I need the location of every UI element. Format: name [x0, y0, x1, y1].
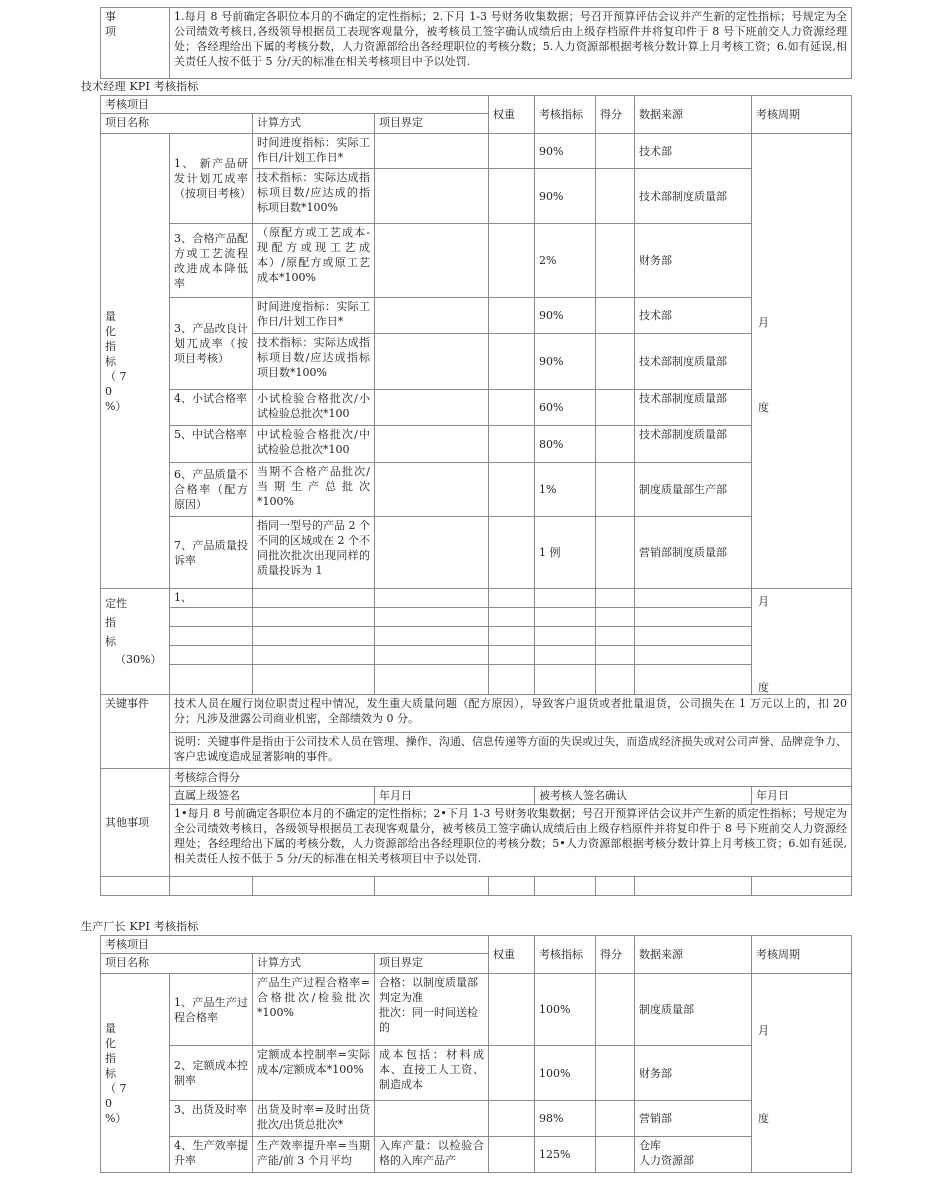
- period-degree: 度: [758, 681, 769, 694]
- qual-source: [635, 589, 752, 608]
- kpi-target: 98%: [535, 1101, 596, 1137]
- kpi-scope: [375, 298, 489, 334]
- period-degree: 度: [758, 401, 769, 414]
- header-source: 数据来源: [635, 936, 752, 974]
- header-source: 数据来源: [635, 96, 752, 134]
- kpi-method: 技术指标：实际达成指标项目数/应达成指标项目数*100%: [253, 334, 375, 390]
- qual-label-cell: [101, 589, 170, 695]
- period-degree: 度: [758, 1112, 769, 1125]
- qual-label: 定性 指 标: [105, 597, 127, 648]
- kpi-target: 1%: [535, 463, 596, 517]
- kpi-target: 100%: [535, 974, 596, 1046]
- kpi-target: 125%: [535, 1137, 596, 1173]
- kpi-name: 1、产品生产过程合格率: [170, 974, 253, 1046]
- kpi-weight: [489, 134, 535, 169]
- plant-kpi-caption: 生产厂长 KPI 考核指标: [81, 920, 199, 933]
- kpi-score: [596, 463, 635, 517]
- qual-score: [596, 589, 635, 608]
- kpi-name: 1、 新产品研发计划兀成率（按项目考核）: [170, 134, 253, 224]
- kpi-weight: [489, 169, 535, 224]
- header-score: 得分: [596, 936, 635, 974]
- kpi-method: 时间进度指标：实际工作日/计划工作日*: [253, 134, 375, 169]
- kpi-score: [596, 298, 635, 334]
- top-notes-text: 1.每月 8 号前确定各职位本月的不确定的定性指标；2.下月 1-3 号财务收集数据；号召开预算评估会议并产生新的定性指标；号规定为全公司绩效考核日,各级领导根据员工表现客观量分，被考核员工签字确认成绩后由上级存档原件并将复印件于 8 号下班前交人力资源经理处；各经理给出下属的考核分数，人力资源部给出各经理职位的考核分数；5.人力资源部根据考核分数计算上月考核工资；6.如有延误,相关责任人按不低于 5 分/天的标准在相关考核项目中予以处罚.: [170, 8, 852, 79]
- kpi-weight: [489, 426, 535, 463]
- kpi-weight: [489, 334, 535, 390]
- kpi-method: 当期不合格产品批次/当期生产总批次*100%: [253, 463, 375, 517]
- kpi-method: 指同一型号的产品 2 个不同的区域或在 2 个不同批次批次出现同样的质量投诉为 1: [253, 517, 375, 589]
- kpi-source: 技术部制度质量部: [635, 426, 752, 463]
- employee-sign-date: 年月日: [752, 787, 852, 805]
- kpi-scope: [375, 517, 489, 589]
- kpi-weight: [489, 463, 535, 517]
- kpi-name: 3、合格产品配方或工艺流程改进成本降低率: [170, 224, 253, 298]
- kpi-method: （原配方或工艺成本-现配方或现工艺成本）/原配方或原工艺成本*100%: [253, 224, 375, 298]
- kpi-method: 技术指标：实际达成指标项目数/应达成的指标项目数*100%: [253, 169, 375, 224]
- kpi-score: [596, 974, 635, 1046]
- header-scope: 项目界定: [375, 954, 489, 974]
- period-cell: [752, 974, 852, 1173]
- kpi-name: 4、小试合格率: [170, 390, 253, 426]
- kpi-source: 制度质量部: [635, 974, 752, 1046]
- superior-sign-date: 年月日: [375, 787, 535, 805]
- header-target: 考核指标: [535, 96, 596, 134]
- header-method: 计算方式: [253, 114, 375, 134]
- kpi-score: [596, 1137, 635, 1173]
- superior-sign-label: 直属上级签名: [170, 787, 375, 805]
- kpi-weight: [489, 298, 535, 334]
- kpi-name: 5、中试合格率: [170, 426, 253, 463]
- kpi-name: 2、定额成本控制率: [170, 1046, 253, 1101]
- kpi-score: [596, 517, 635, 589]
- kpi-target: 80%: [535, 426, 596, 463]
- header-method: 计算方式: [253, 954, 375, 974]
- period-month: 月: [758, 595, 769, 608]
- header-item: 考核项目: [101, 96, 489, 114]
- qual-weight: [489, 589, 535, 608]
- kpi-weight: [489, 517, 535, 589]
- total-score-label: 考核综合得分: [170, 769, 852, 787]
- kpi-scope: [375, 1101, 489, 1137]
- kpi-weight: [489, 1046, 535, 1101]
- kpi-score: [596, 169, 635, 224]
- header-weight: 权重: [489, 96, 535, 134]
- kpi-source: 财务部: [635, 1046, 752, 1101]
- kpi-scope: [375, 224, 489, 298]
- kpi-score: [596, 426, 635, 463]
- kpi-source: 技术部: [635, 134, 752, 169]
- kpi-score: [596, 1101, 635, 1137]
- kpi-source: 财务部: [635, 224, 752, 298]
- kpi-scope: 入库产量：以检验合格的入库产品产: [375, 1137, 489, 1173]
- kpi-target: 90%: [535, 134, 596, 169]
- key-events-text: 技术人员在履行岗位职责过程中情况，发生重大质量问题（配方原因），导致客户退货或者批量退货，公司损失在 1 万元以上的，扣 20 分；凡涉及泄露公司商业机密，全部绩效为 0 分。: [170, 695, 852, 733]
- qual-pct: （30%）: [115, 653, 162, 666]
- kpi-name: 7、产品质量投诉率: [170, 517, 253, 589]
- kpi-score: [596, 390, 635, 426]
- header-scope: 项目界定: [375, 114, 489, 134]
- kpi-score: [596, 1046, 635, 1101]
- kpi-target: 100%: [535, 1046, 596, 1101]
- kpi-name: 6、产品质量不合格率（配方原因）: [170, 463, 253, 517]
- other-text: 1•每月 8 号前确定各职位本月的不确定的定性指标；2•下月 1-3 号财务收集数据；号召开预算评估会议并产生新的质定性指标；号规定为全公司绩效考核日，各级领导根据员工表现客观量分，被考核员工签字确认成绩后由上级存档原件并将复印件于 8 号下班前交人力资源经理处；各经理给出下属的考核分数，人力资源部给出各经理职位的考核分数；5•人力资源部根据考核分数计算上月考核工资；6.如有延误,相关责任人按不低于 5 分/天的标准在相关考核项目中予以处罚.: [170, 805, 852, 877]
- kpi-score: [596, 134, 635, 169]
- kpi-source: 营销部: [635, 1101, 752, 1137]
- kpi-method: 生产效率提升率=当期产能/前 3 个月平均: [253, 1137, 375, 1173]
- kpi-target: 60%: [535, 390, 596, 426]
- kpi-method: 产品生产过程合格率=合格批次/检验批次*100%: [253, 974, 375, 1046]
- kpi-name: 3、产品改良计划兀成率（按项目考核）: [170, 298, 253, 390]
- kpi-source: 制度质量部生产部: [635, 463, 752, 517]
- qual-method: [253, 589, 375, 608]
- kpi-scope: [375, 390, 489, 426]
- kpi-weight: [489, 1137, 535, 1173]
- kpi-target: 1 例: [535, 517, 596, 589]
- period-month: 月: [758, 316, 769, 329]
- kpi-scope: 合格：以制度质量部判定为准 批次：同一时间送检的: [375, 974, 489, 1046]
- header-target: 考核指标: [535, 936, 596, 974]
- kpi-method: 时间进度指标：实际工作日/计划工作日*: [253, 298, 375, 334]
- kpi-scope: [375, 134, 489, 169]
- other-label: 其他事项: [101, 769, 170, 877]
- kpi-name: 3、出货及时率: [170, 1101, 253, 1137]
- kpi-source: 仓库 人力资源部: [635, 1137, 752, 1173]
- kpi-target: 2%: [535, 224, 596, 298]
- kpi-method: 定额成本控制率=实际成本/定额成本*100%: [253, 1046, 375, 1101]
- kpi-target: 90%: [535, 169, 596, 224]
- top-notes-table: [100, 7, 852, 79]
- employee-sign-label: 被考核人签名确认: [535, 787, 752, 805]
- kpi-score: [596, 334, 635, 390]
- tech-kpi-table: [100, 95, 852, 896]
- plant-kpi-table: [100, 935, 852, 1173]
- kpi-source: 技术部制度质量部: [635, 169, 752, 224]
- kpi-source: 营销部制度质量部: [635, 517, 752, 589]
- qual-scope: [375, 589, 489, 608]
- period-cell: [752, 134, 852, 589]
- kpi-method: 小试检验合格批次/小试检验总批次*100: [253, 390, 375, 426]
- kpi-target: 90%: [535, 298, 596, 334]
- quant-label: 量 化 指 标 （ 7 0 %）: [101, 134, 170, 589]
- period-cell: [752, 589, 852, 695]
- kpi-scope: [375, 463, 489, 517]
- header-period: 考核周期: [752, 936, 852, 974]
- kpi-weight: [489, 974, 535, 1046]
- kpi-method: 出货及时率=及时出货批次/出货总批次*: [253, 1101, 375, 1137]
- kpi-weight: [489, 390, 535, 426]
- kpi-scope: 成本包括：材料成本、直接工人工资、制造成本: [375, 1046, 489, 1101]
- kpi-scope: [375, 169, 489, 224]
- kpi-weight: [489, 1101, 535, 1137]
- kpi-method: 中试检验合格批次/中试检验总批次*100: [253, 426, 375, 463]
- header-name: 项目名称: [101, 114, 253, 134]
- key-events-label: 关键事件: [101, 695, 170, 769]
- kpi-weight: [489, 224, 535, 298]
- kpi-source: 技术部制度质量部: [635, 334, 752, 390]
- kpi-source: 技术部制度质量部: [635, 390, 752, 426]
- qual-item: 1、: [170, 589, 253, 608]
- kpi-scope: [375, 334, 489, 390]
- kpi-source: 技术部: [635, 298, 752, 334]
- qual-target: [535, 589, 596, 608]
- tech-kpi-caption: 技术经理 KPI 考核指标: [81, 80, 199, 93]
- header-name: 项目名称: [101, 954, 253, 974]
- header-weight: 权重: [489, 936, 535, 974]
- header-period: 考核周期: [752, 96, 852, 134]
- top-notes-label: 事 项: [101, 8, 170, 79]
- quant-label: 量 化 指 标 （ 7 0 %）: [101, 974, 170, 1173]
- header-score: 得分: [596, 96, 635, 134]
- header-item: 考核项目: [101, 936, 489, 954]
- key-events-note: 说明：关键事件是指由于公司技术人员在管理、操作、沟通、信息传递等方面的失误或过失，而造成经济损失或对公司声誉、品牌竞争力、客户忠诚度造成显著影响的事件。: [170, 733, 852, 769]
- period-month: 月: [758, 1024, 769, 1037]
- kpi-name: 4、生产效率提升率: [170, 1137, 253, 1173]
- kpi-scope: [375, 426, 489, 463]
- kpi-score: [596, 224, 635, 298]
- kpi-target: 90%: [535, 334, 596, 390]
